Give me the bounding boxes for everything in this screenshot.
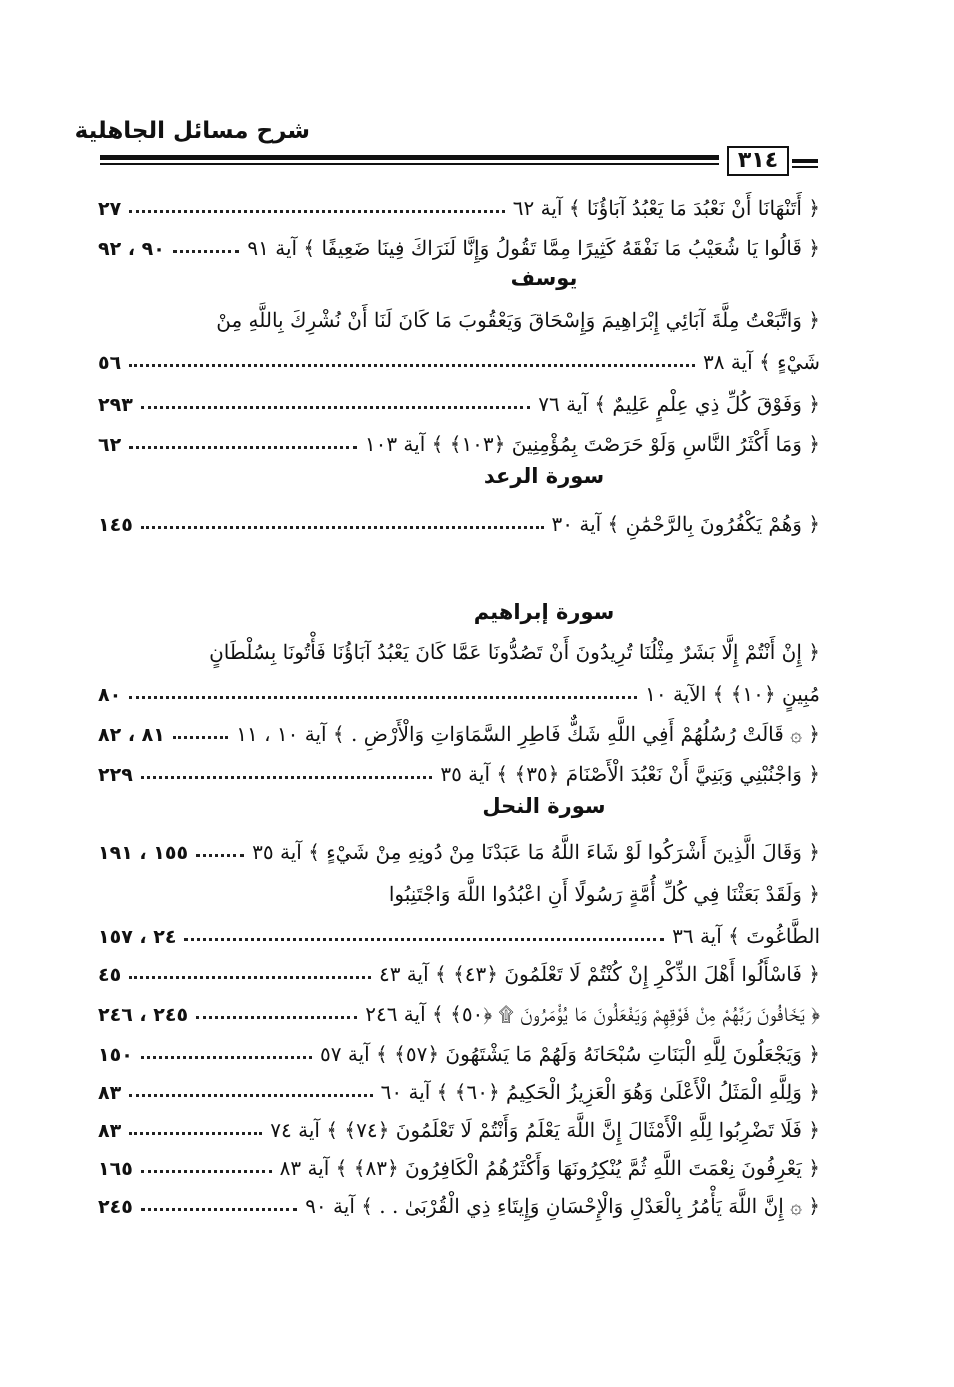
index-entry: ﴿ ۞ قَالَتْ رُسُلُهُمْ أَفِي اللَّهِ شَكٌّ فَاطِرِ السَّمَاوَاتِ وَالْأَرْضِ . ﴾ آية ١٠ ، ١١ ٨١ ، ٨٢	[98, 722, 820, 746]
section-title-raad: سورة الرعد	[483, 464, 605, 488]
index-entry: ﴿ وَقَالَ الَّذِينَ أَشْرَكُوا لَوْ شَاءَ اللَّهُ مَا عَبَدْنَا مِنْ دُونِهِ مِنْ شَيْءٍ ﴾ آية ٣٥ ١٥٥ ، ١٩١	[98, 840, 820, 864]
index-entry: ﴿ أَتَنْهَانَا أَنْ نَعْبُدَ مَا يَعْبُدُ آبَاؤُنَا ﴾ آية ٦٢ ٢٧	[98, 196, 820, 220]
index-entry: ﴿ وَيَجْعَلُونَ لِلَّهِ الْبَنَاتِ سُبْحَانَهُ وَلَهُمْ مَا يَشْتَهُونَ ﴿٥٧﴾ ﴾ آية ٥٧ ١٥٠	[98, 1042, 820, 1066]
index-entry: ﴿ ۞ إِنَّ اللَّهَ يَأْمُرُ بِالْعَدْلِ وَالْإِحْسَانِ وَإِيتَاءِ ذِي الْقُرْبَىٰ . . ﴾ آية ٩٠ ٢٤٥	[98, 1194, 820, 1218]
index-entry: ﴿ يَخَافُونَ رَبَّهُمْ مِنْ فَوْقِهِمْ وَيَفْعَلُونَ مَا يُؤْمَرُونَ ۩ ﴿٥٠﴾ ﴾ آية ٢٤٦ ٢٤٥ ، ٢٤٦	[98, 1002, 820, 1026]
section-title-ibrahim: سورة إبراهيم	[473, 600, 615, 624]
index-entry: ﴿ قَالُوا يَا شُعَيْبُ مَا نَفْقَهُ كَثِيرًا مِمَّا تَقُولُ وَإِنَّا لَنَرَاكَ فِينَا ضَعِيفًا ﴾ آية ٩١ ٩٠ ، ٩٢	[98, 236, 820, 260]
index-entry: ﴿ فَاسْأَلُوا أَهْلَ الذِّكْرِ إِنْ كُنْتُمْ لَا تَعْلَمُونَ ﴿٤٣﴾ ﴾ آية ٤٣ ٤٥	[98, 962, 820, 986]
index-entry: ﴿ إِنْ أَنْتُمْ إِلَّا بَشَرٌ مِثْلُنَا تُرِيدُونَ أَنْ تَصُدُّونَا عَمَّا كَانَ يَعْبُدُ آبَاؤُنَا فَأْتُونَا بِسُلْطَانٍ	[209, 640, 820, 664]
header-rule-end	[792, 159, 818, 168]
index-entry: ﴿ وَاتَّبَعْتُ مِلَّةَ آبَائِي إِبْرَاهِيمَ وَإِسْحَاقَ وَيَعْقُوبَ مَا كَانَ لَنَا أَنْ نُشْرِكَ بِاللَّهِ مِنْ	[216, 308, 820, 332]
index-entry: ﴿ وَفَوْقَ كُلِّ ذِي عِلْمٍ عَلِيمٌ ﴾ آية ٧٦ ٢٩٣	[98, 392, 820, 416]
index-entry: ﴿ وَاجْنُبْنِي وَبَنِيَّ أَنْ نَعْبُدَ الْأَصْنَامَ ﴿٣٥﴾ ﴾ آية ٣٥ ٢٢٩	[98, 762, 820, 786]
header-rule	[100, 155, 719, 165]
index-entry-continuation: مُبِينٍ ﴿١٠﴾ ﴾ الآية ١٠ ٨٠	[98, 682, 820, 706]
section-title-nahl: سورة النحل	[482, 794, 606, 818]
index-entry: ﴿ وَلَقَدْ بَعَثْنَا فِي كُلِّ أُمَّةٍ رَسُولًا أَنِ اعْبُدُوا اللَّهَ وَاجْتَنِبُوا	[388, 882, 820, 906]
index-entry-continuation: الطَّاغُوتَ ﴾ آية ٣٦ ٢٤ ، ١٥٧	[98, 924, 820, 948]
index-entry: ﴿ وَمَا أَكْثَرُ النَّاسِ وَلَوْ حَرَصْتَ بِمُؤْمِنِينَ ﴿١٠٣﴾ ﴾ آية ١٠٣ ٦٢	[98, 432, 820, 456]
index-list	[98, 186, 820, 1218]
page-number: ٣١٤	[727, 146, 789, 176]
index-entry: ﴿ وَهُمْ يَكْفُرُونَ بِالرَّحْمَٰنِ ﴾ آية ٣٠ ١٤٥	[98, 512, 820, 536]
section-gap	[98, 536, 820, 596]
index-entry-continuation: شَيْءٍ ﴾ آية ٣٨ ٥٦	[98, 350, 820, 374]
book-title: شرح مسائل الجاهلية	[74, 118, 310, 144]
section-title-yusuf: يوسف	[510, 266, 578, 290]
index-entry: ﴿ يَعْرِفُونَ نِعْمَتَ اللَّهِ ثُمَّ يُنْكِرُونَهَا وَأَكْثَرُهُمُ الْكَافِرُونَ ﴿٨٣﴾ ﴾ آية ٨٣ ١٦٥	[98, 1156, 820, 1180]
index-entry: ﴿ فَلَا تَضْرِبُوا لِلَّهِ الْأَمْثَالَ إِنَّ اللَّهَ يَعْلَمُ وَأَنْتُمْ لَا تَعْلَمُونَ ﴿٧٤﴾ ﴾ آية ٧٤ ٨٣	[98, 1118, 820, 1142]
index-entry: ﴿ وَلِلَّهِ الْمَثَلُ الْأَعْلَىٰ وَهُوَ الْعَزِيزُ الْحَكِيمُ ﴿٦٠﴾ ﴾ آية ٦٠ ٨٣	[98, 1080, 820, 1104]
